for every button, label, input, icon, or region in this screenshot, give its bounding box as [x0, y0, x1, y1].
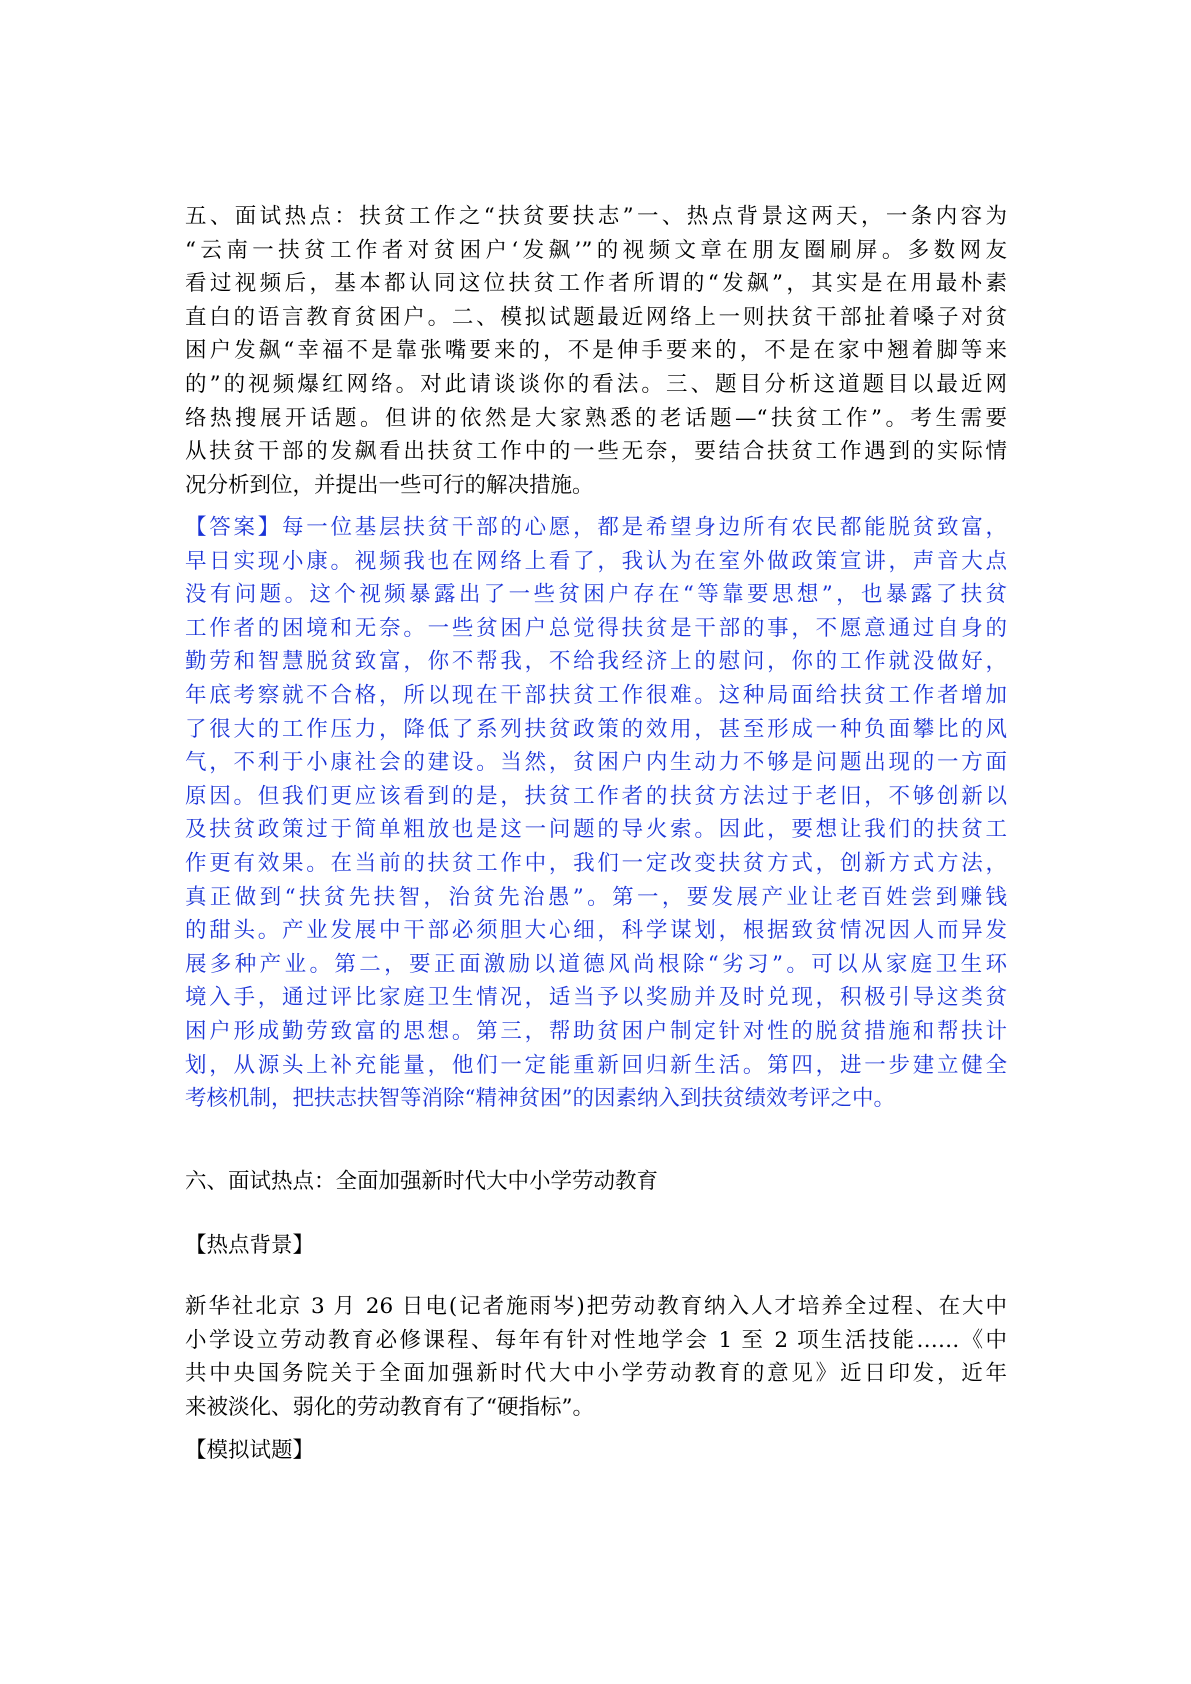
answer-line: 及扶贫政策过于简单粗放也是这一问题的导火索。因此，要想让我们的扶贫工 [185, 817, 1007, 843]
section6-title [185, 1165, 1007, 1199]
paragraph-line: 小学设立劳动教育必修课程、每年有针对性地学会 1 至 2 项生活技能……《中 [185, 1327, 1007, 1353]
paragraph-line: 困户发飙“幸福不是靠张嘴要来的，不是伸手要来的，不是在家中翘着脚等来 [185, 338, 1007, 364]
section5-answer-paragraph [185, 511, 1007, 1116]
news-paragraph [185, 1290, 1007, 1424]
answer-line: 划，从源头上补充能量，他们一定能重新回归新生活。第四，进一步建立健全 [185, 1052, 1007, 1078]
answer-line: 境入手，通过评比家庭卫生情况，适当予以奖励并及时兑现，积极引导这类贫 [185, 985, 1007, 1011]
paragraph-line: 共中央国务院关于全面加强新时代大中小学劳动教育的意见》近日印发，近年 [185, 1361, 1007, 1387]
paragraph-line: 的”的视频爆红网络。对此请谈谈你的看法。三、题目分析这道题目以最近网 [185, 371, 1007, 397]
paragraph-line: 络热搜展开话题。但讲的依然是大家熟悉的老话题—“扶贫工作”。考生需要 [185, 405, 1007, 431]
answer-line: 【答案】每一位基层扶贫干部的心愿，都是希望身边所有农民都能脱贫致富， [185, 515, 1007, 540]
answer-line: 勤劳和智慧脱贫致富，你不帮我，不给我经济上的慰问，你的工作就没做好， [185, 649, 1007, 675]
answer-line: 了很大的工作压力，降低了系列扶贫政策的效用，甚至形成一种负面攀比的风 [185, 716, 1007, 742]
answer-line: 原因。但我们更应该看到的是，扶贫工作者的扶贫方法过于老旧，不够创新以 [185, 783, 1007, 809]
answer-line: 的甜头。产业发展中干部必须胆大心细，科学谋划，根据致贫情况因人而异发 [185, 918, 1007, 944]
paragraph-line: 来被淡化、弱化的劳动教育有了“硬指标”。 [185, 1394, 594, 1420]
section5-question-paragraph [185, 200, 1007, 502]
answer-line: 早日实现小康。视频我也在网络上看了，我认为在室外做政策宣讲，声音大点 [185, 548, 1007, 574]
answer-line: 没有问题。这个视频暴露出了一些贫困户存在“等靠要思想”，也暴露了扶贫 [185, 582, 1007, 608]
answer-line: 考核机制，把扶志扶智等消除“精神贫困”的因素纳入到扶贫绩效考评之中。 [185, 1086, 895, 1112]
answer-line: 气，不利于小康社会的建设。当然，贫困户内生动力不够是问题出现的一方面 [185, 750, 1007, 776]
paragraph-line: 直白的语言教育贫困户。二、模拟试题最近网络上一则扶贫干部扯着嗓子对贫 [185, 304, 1007, 330]
section-heading: 六、面试热点：全面加强新时代大中小学劳动教育 [185, 1169, 659, 1194]
answer-line: 作更有效果。在当前的扶贫工作中，我们一定改变扶贫方式，创新方式方法， [185, 850, 1007, 876]
subheading: 【模拟试题】 [185, 1438, 315, 1463]
mock-exam-heading [185, 1434, 1007, 1468]
answer-line: 展多种产业。第二，要正面激励以道德风尚根除“劣习”。可以从家庭卫生环 [185, 951, 1007, 977]
answer-line: 困户形成勤劳致富的思想。第三，帮助贫困户制定针对性的脱贫措施和帮扶计 [185, 1018, 1007, 1044]
background-heading [185, 1229, 1007, 1263]
answer-line: 工作者的困境和无奈。一些贫困户总觉得扶贫是干部的事，不愿意通过自身的 [185, 615, 1007, 641]
paragraph-line: 从扶贫干部的发飙看出扶贫工作中的一些无奈，要结合扶贫工作遇到的实际情 [185, 439, 1007, 465]
subheading: 【热点背景】 [185, 1233, 315, 1258]
paragraph-line: 况分析到位，并提出一些可行的解决措施。 [185, 472, 594, 498]
answer-line: 年底考察就不合格，所以现在干部扶贫工作很难。这种局面给扶贫工作者增加 [185, 682, 1007, 708]
paragraph-line: 五、面试热点：扶贫工作之“扶贫要扶志”一、热点背景这两天，一条内容为 [185, 204, 1007, 229]
answer-line: 真正做到“扶贫先扶智，治贫先治愚”。第一，要发展产业让老百姓尝到赚钱 [185, 884, 1007, 910]
paragraph-line: “云南一扶贫工作者对贫困户‘发飙’”的视频文章在朋友圈刷屏。多数网友 [185, 237, 1007, 263]
paragraph-line: 新华社北京 3 月 26 日电(记者施雨岑)把劳动教育纳入人才培养全过程、在大中 [185, 1294, 1007, 1319]
paragraph-line: 看过视频后，基本都认同这位扶贫工作者所谓的“发飙”，其实是在用最朴素 [185, 271, 1007, 297]
